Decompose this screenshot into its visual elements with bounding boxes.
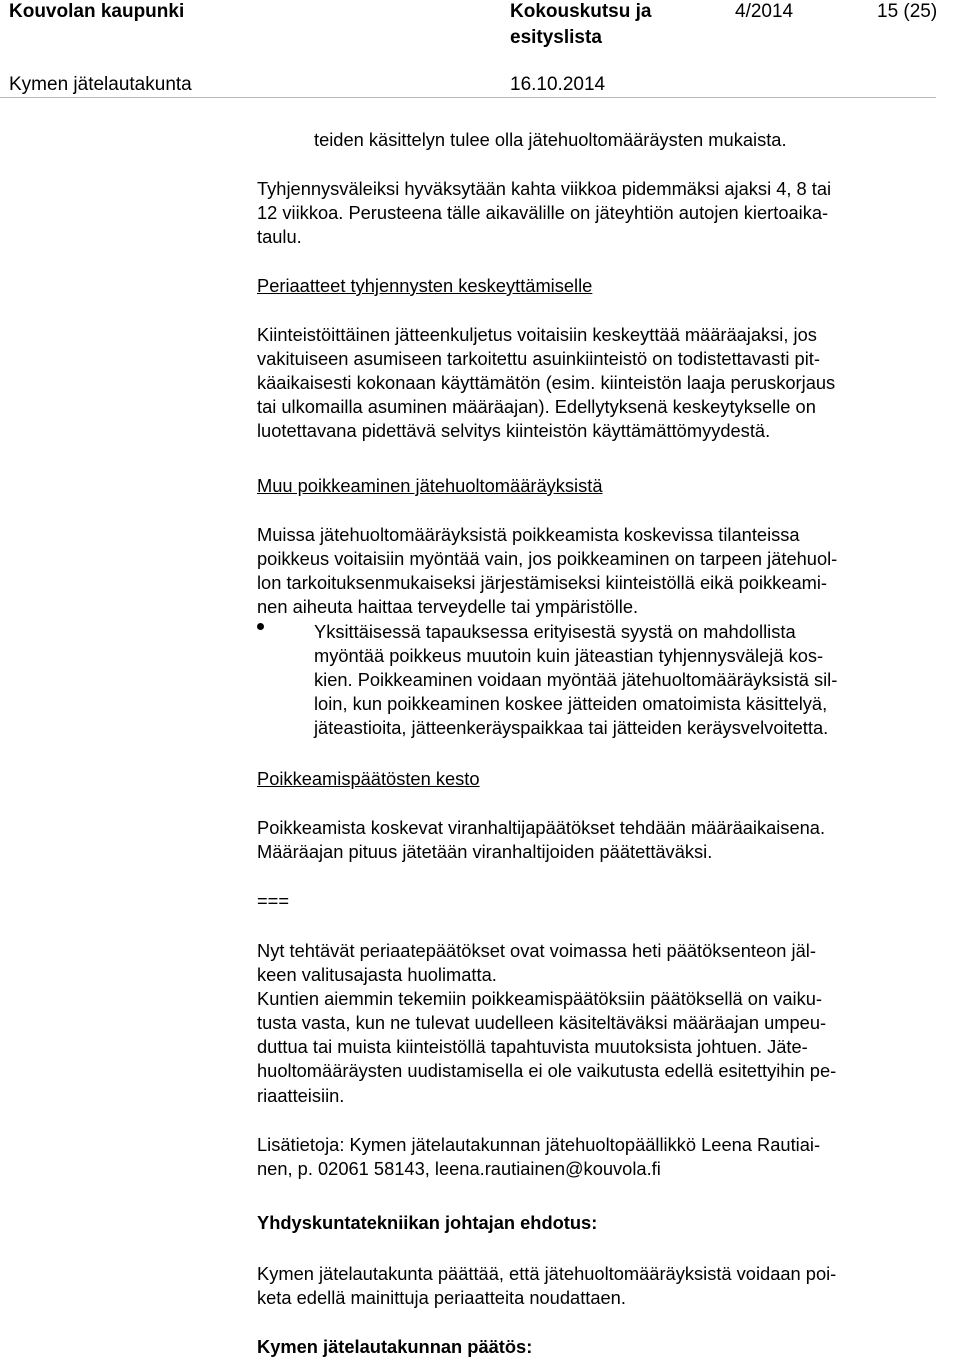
bullet-item (314, 620, 837, 740)
text-line: jäteastioita, jätteenkeräyspaikkaa tai jätteiden keräysvelvoitetta. (314, 717, 829, 739)
text-line: loin, kun poikkeaminen koskee jätteiden omatoimista käsittelyä, (314, 693, 828, 715)
text-line: poikkeus voitaisiin myöntää vain, jos poikkeaminen on tarpeen jätehuol- (257, 548, 838, 570)
page-number: 15 (25) (877, 1, 938, 22)
text-line: kien. Poikkeaminen voidaan myöntää jätehuoltomääräyksistä sil- (314, 669, 838, 691)
text-line: nen aiheuta haittaa terveydelle tai ympäristölle. (257, 596, 639, 618)
decision-heading: Kymen jätelautakunnan päätös: (257, 1336, 533, 1357)
text-line: Kuntien aiemmin tekemiin poikkeamispäätöksiin päätöksellä on vaiku- (257, 988, 822, 1010)
meeting-date: 16.10.2014 (510, 74, 606, 95)
section-heading-other-deviation: Muu poikkeaminen jätehuoltomääräyksistä (257, 475, 603, 496)
paragraph-duration (257, 816, 825, 864)
text-line: tusta vasta, kun ne tulevat uudelleen käsiteltäväksi määräajan umpeu- (257, 1012, 827, 1034)
text-line: taulu. (257, 226, 302, 248)
meeting-number: 4/2014 (735, 1, 794, 22)
text-line: käaikaisesti kokonaan käyttämätön (esim. kiinteistön laaja peruskorjaus (257, 372, 836, 394)
paragraph-proposal (257, 1262, 836, 1310)
text-line: Nyt tehtävät periaatepäätökset ovat voimassa heti päätöksenteon jäl- (257, 940, 816, 961)
text-line: Yksittäisessä tapauksessa erityisestä syystä on mahdollista (314, 621, 796, 642)
text-line: tai ulkomailla asuminen määräajan). Edellytyksenä keskeytykselle on (257, 396, 816, 418)
paragraph-contact-info (257, 1133, 820, 1181)
text-line: riaatteisiin. (257, 1084, 345, 1106)
text-line: Määräajan pituus jätetään viranhaltijoiden päätettäväksi. (257, 841, 713, 863)
text-line: duttua tai muista kiinteistöllä tapahtuvista muutoksista johtuen. Jäte- (257, 1036, 808, 1058)
bullet-marker (257, 623, 264, 630)
paragraph-effective (257, 939, 836, 1108)
text-line: Poikkeamista koskevat viranhaltijapäätökset tehdään määräaikaisena. (257, 817, 826, 838)
text-line: lon tarkoituksenmukaiseksi järjestämiseksi kiinteistöllä eikä poikkeami- (257, 572, 827, 594)
section-heading-suspension: Periaatteet tyhjennysten keskeyttämiselle (257, 275, 593, 296)
text-line: keta edellä mainittuja periaatteita noudattaen. (257, 1287, 626, 1309)
text-line: teiden käsittelyn tulee olla jätehuoltomääräysten mukaista. (314, 129, 787, 150)
document-type-line2: esityslista (510, 27, 602, 48)
paragraph-suspension (257, 323, 835, 443)
text-line: Tyhjennysväleiksi hyväksytään kahta viikkoa pidemmäksi ajaksi 4, 8 tai (257, 178, 832, 199)
paragraph-other-deviation (257, 523, 837, 619)
committee-name: Kymen jätelautakunta (9, 74, 192, 95)
text-line: huoltomääräysten uudistamisella ei ole vaikutusta edellä esitettyihin pe- (257, 1060, 837, 1082)
text-line: Kymen jätelautakunta päättää, että jätehuoltomääräyksistä voidaan poi- (257, 1263, 837, 1284)
paragraph-emptying-intervals (257, 177, 831, 249)
text-line: Kiinteistöittäinen jätteenkuljetus voitaisiin keskeyttää määräajaksi, jos (257, 324, 817, 345)
organization-name: Kouvolan kaupunki (9, 1, 185, 22)
text-line: 12 viikkoa. Perusteena tälle aikavälille on jäteyhtiön autojen kiertoaika- (257, 202, 829, 224)
text-line: nen, p. 02061 58143, leena.rautiainen@kouvola.fi (257, 1158, 661, 1180)
text-line: luotettavana pidettävä selvitys kiinteistön käyttämättömyydestä. (257, 420, 771, 442)
text-line: Muissa jätehuoltomääräyksistä poikkeamista koskevissa tilanteissa (257, 524, 800, 545)
text-line: myöntää poikkeus muutoin kuin jäteastian tyhjennysvälejä kos- (314, 645, 824, 667)
header-divider (0, 97, 936, 98)
proposal-heading: Yhdyskuntatekniikan johtajan ehdotus: (257, 1212, 598, 1233)
document-type-line1: Kokouskutsu ja (510, 1, 652, 22)
text-line: Lisätietoja: Kymen jätelautakunnan jätehuoltopäällikkö Leena Rautiai- (257, 1134, 821, 1155)
section-heading-duration: Poikkeamispäätösten kesto (257, 768, 480, 789)
text-line: keen valitusajasta huolimatta. (257, 964, 497, 986)
text-line: vakituiseen asumiseen tarkoitettu asuinkiinteistö on todistettavasti pit- (257, 348, 820, 370)
paragraph-continuation (314, 128, 787, 152)
separator-text: === (257, 890, 290, 911)
